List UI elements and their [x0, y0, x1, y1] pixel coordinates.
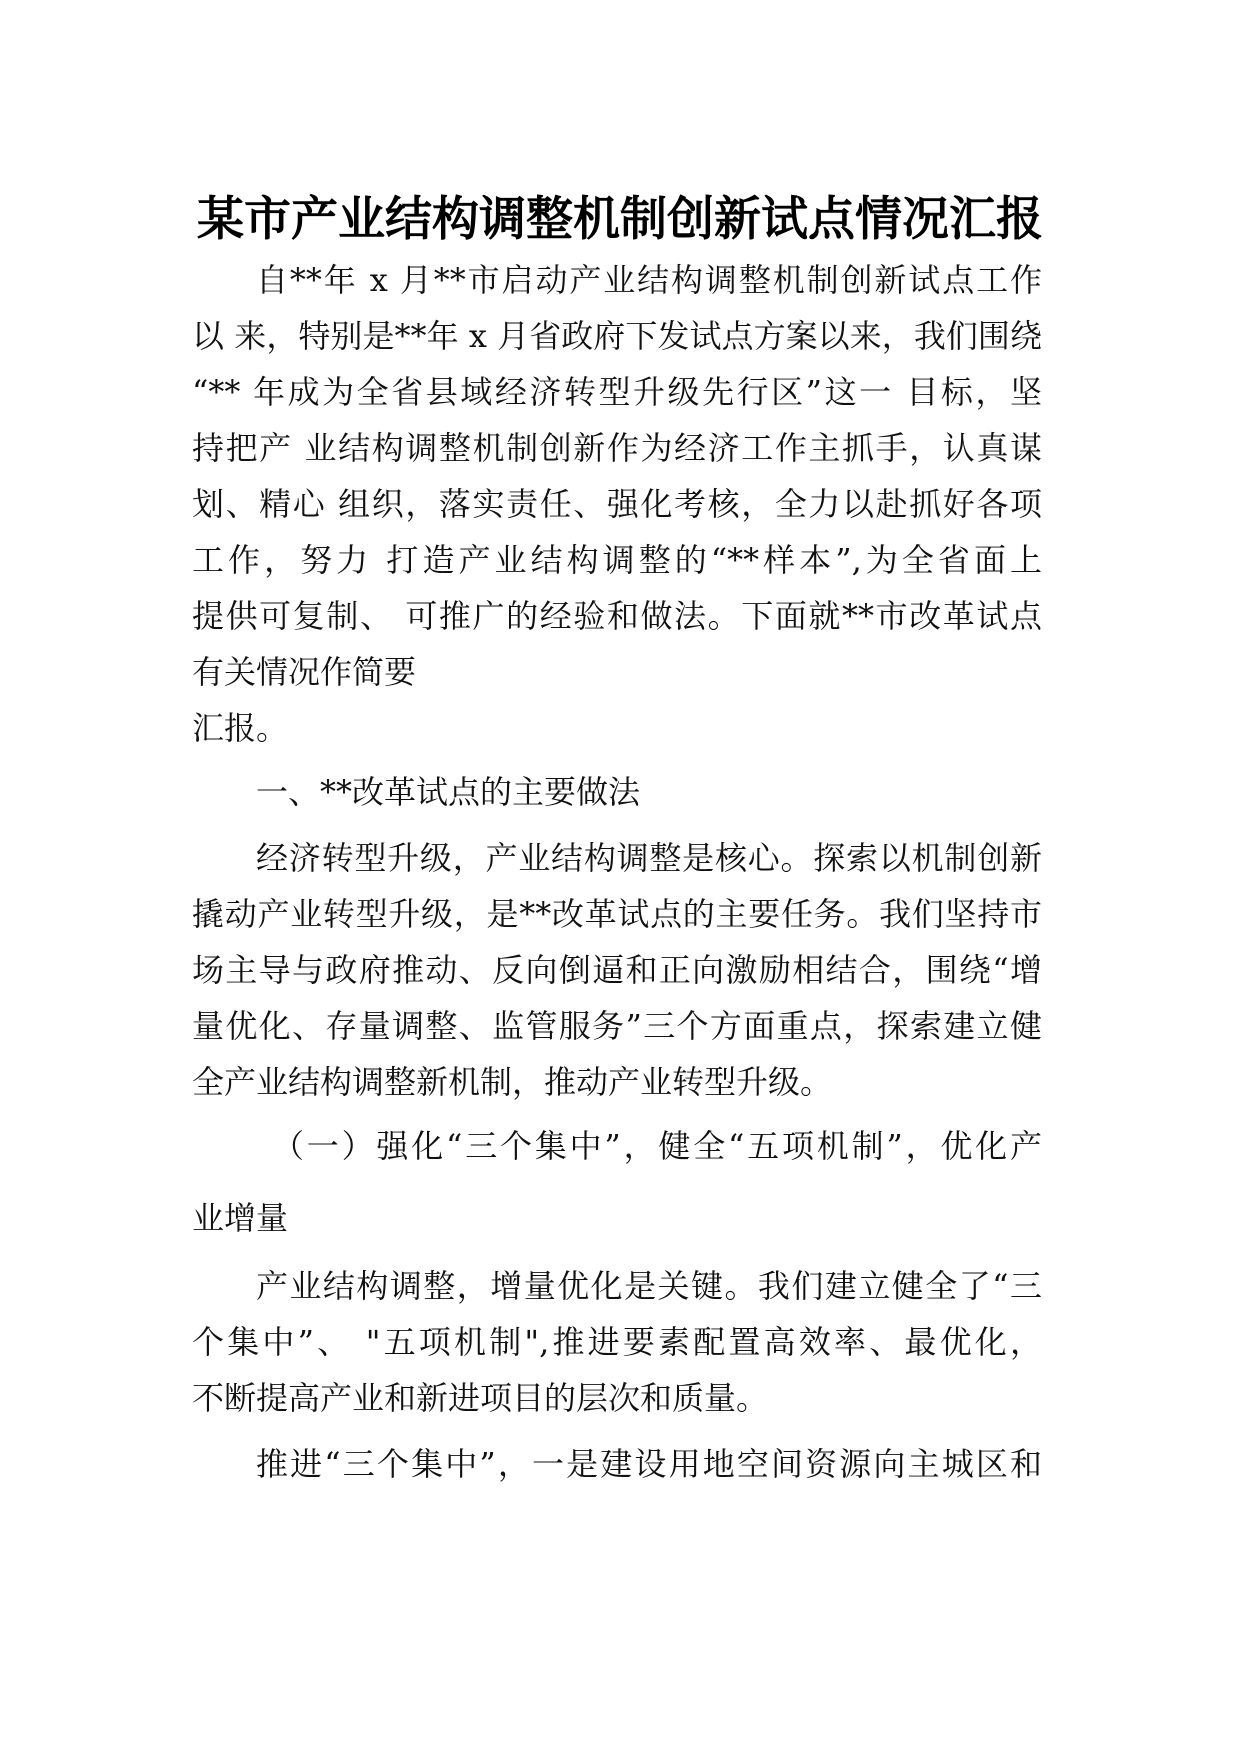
subsection-heading: （一）强化“三个集中”，健全“五项机制”，优化产: [272, 1127, 1042, 1165]
paragraph-line: 汇报。: [192, 709, 289, 747]
document-title: 某市产业结构调整机制创新试点情况汇报: [197, 192, 1043, 247]
paragraph-line: 自**年 x 月**市启动产业结构调整机制创新试点工作: [256, 261, 1042, 299]
paragraph-line: 场主导与政府推动、反向倒逼和正向激励相结合，围绕“增: [192, 951, 1042, 989]
section-heading: 一、**改革试点的主要做法: [256, 773, 641, 811]
paragraph-line: 划、精心 组织，落实责任、强化考核，全力以赴抓好各项: [192, 485, 1042, 523]
paragraph-line: 全产业结构调整新机制，推动产业转型升级。: [192, 1063, 833, 1101]
paragraph-line: 量优化、存量调整、监管服务”三个方面重点，探索建立健: [192, 1007, 1042, 1045]
paragraph-line: 持把产 业结构调整机制创新作为经济工作主抓手，认真谋: [192, 429, 1042, 467]
paragraph-line: 工作，努力 打造产业结构调整的“**样本”,为全省面上: [192, 541, 1042, 579]
paragraph-line: 以 来，特别是**年 x 月省政府下发试点方案以来，我们围绕: [192, 317, 1042, 355]
paragraph-line: 推进“三个集中”，一是建设用地空间资源向主城区和: [256, 1445, 1042, 1483]
paragraph-line: 有关情况作简要: [192, 653, 417, 691]
paragraph-line: 个集中”、 "五项机制",推进要素配置高效率、最优化，: [192, 1323, 1042, 1361]
paragraph-line: 撬动产业转型升级，是**改革试点的主要任务。我们坚持市: [192, 895, 1042, 933]
paragraph-line: 提供可复制、 可推广的经验和做法。下面就**市改革试点: [192, 597, 1042, 635]
paragraph-line: “** 年成为全省县域经济转型升级先行区”这一 目标，坚: [192, 373, 1042, 411]
paragraph-line: 不断提高产业和新进项目的层次和质量。: [192, 1379, 769, 1417]
paragraph-line: 产业结构调整，增量优化是关键。我们建立健全了“三: [256, 1267, 1042, 1305]
paragraph-line: 经济转型升级，产业结构调整是核心。探索以机制创新: [256, 839, 1042, 877]
subsection-heading: 业增量: [192, 1199, 289, 1237]
